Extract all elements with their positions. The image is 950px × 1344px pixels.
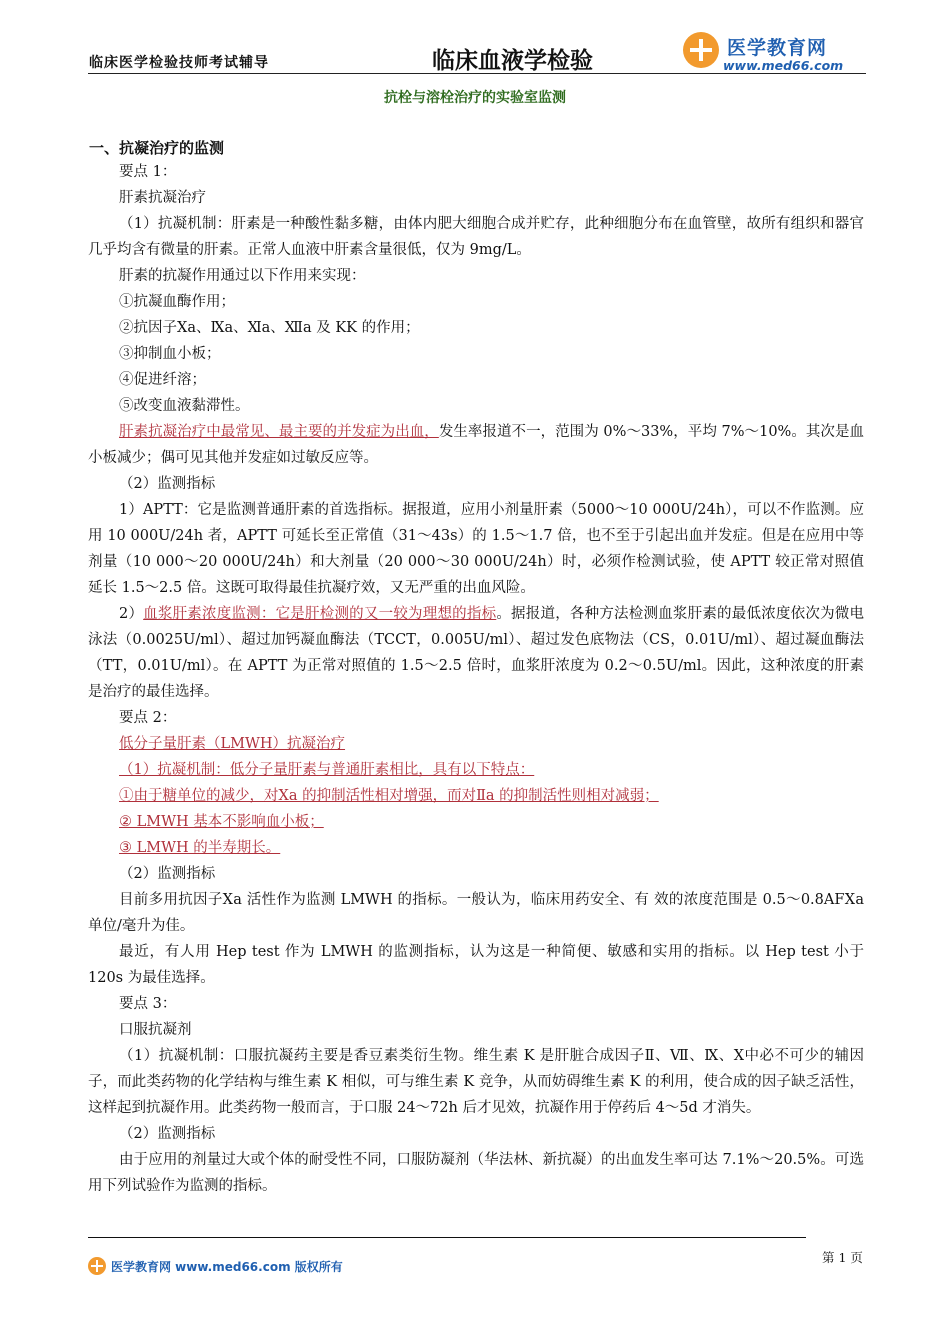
section-heading: 一、抗凝治疗的监测 (89, 139, 225, 157)
paragraph: 要点 2： (119, 710, 177, 726)
paragraph-text: 。据报道，各种方法检测血浆肝素的最低浓度依次为微电泳法（0.0025U/ml）、超过加钙凝血酶法（TCCT，0.005U/ml）、超过发色底物法（CS，0.01U/ml）、超过凝血酶法（TT，0.01U/ml）。在 APTT 为正常对照值的 1.5～2.5 倍时，血浆肝浓度为 0.2～0.5U/ml。因此，这种浓度的肝素是治疗的最佳选择。 (88, 606, 864, 700)
paragraph: 最近，有人用 Hep test 作为 LMWH 的监测指标，认为这是一种简便、敏感和实用的指标。以 Hep test 小于 120s 为最佳选择。 (88, 944, 864, 986)
paragraph: 肝素抗凝治疗 (119, 190, 206, 206)
subheading: （2）监测指标 (119, 1126, 216, 1142)
subheading: （2）监测指标 (119, 476, 216, 492)
list-item: ④促进纤溶； (119, 372, 206, 388)
list-item: ⑤改变血液黏滞性。 (119, 398, 250, 414)
paragraph: 口服抗凝剂 (119, 1022, 192, 1038)
list-item: ②抗因子Ⅹa、Ⅸa、Ⅺa、Ⅻa 及 KK 的作用； (119, 320, 420, 336)
paragraph: 要点 3： (119, 996, 177, 1012)
brand-logo[interactable] (683, 30, 873, 78)
highlighted-list-item: ② LMWH 基本不影响血小板； (119, 814, 324, 830)
paragraph: （1）抗凝机制：肝素是一种酸性黏多糖，由体内肥大细胞合成并贮存，此种细胞分布在血管壁，故所有组织和器官几乎均含有微量的肝素。正常人血液中肝素含量很低，仅为 9mg/L。 (88, 216, 864, 258)
paragraph: 目前多用抗因子Ⅹa 活性作为监测 LMWH 的指标。一般认为，临床用药安全、有 效的浓度范围是 0.5～0.8AFⅩa 单位/毫升为佳。 (88, 892, 864, 934)
subheading: （2）监测指标 (119, 866, 216, 882)
header-center-title: 临床血液学检验 (432, 48, 593, 74)
highlighted-text: 血浆肝素浓度监测：它是肝检测的又一较为理想的指标 (143, 606, 497, 622)
paragraph-text: 发生率报道不一，范围为 0%～33%，平均 7%～10%。其次是血小板减少；偶可见其他并发症如过敏反应等。 (88, 424, 865, 466)
highlighted-list-item: ③ LMWH 的半寿期长。 (119, 840, 281, 856)
footer-site-text[interactable]: 医学教育网 www.med66.com 版权所有 (111, 1260, 343, 1274)
paragraph (88, 601, 864, 705)
list-item: ③抑制血小板； (119, 346, 221, 362)
paragraph: 1）APTT：它是监测普通肝素的首选指标。据报道，应用小剂量肝素（5000～10 000U/24h），可以不作监测。应用 10 000U/24h 者，APTT 可延长至正常值（31～43s）的 1.5～1.7 倍，也不至于引起出血并发症。但是在应用中等剂量（10 000～20 000U/24h）和大剂量（20 000～30 000U/24h）时，必须作检测试验，使 APTT 较正常对照值延长 1.5～2.5 倍。这既可取得最佳抗凝疗效，又无严重的出血风险。 (88, 502, 864, 596)
paragraph: 由于应用的剂量过大或个体的耐受性不同，口服防凝剂（华法林、新抗凝）的出血发生率可达 7.1%～20.5%。可选用下列试验作为监测的指标。 (88, 1152, 864, 1194)
paragraph: 要点 1： (119, 164, 177, 180)
highlighted-heading: 低分子量肝素（LMWH）抗凝治疗 (119, 736, 346, 752)
highlighted-list-item: ①由于糖单位的减少，对Ⅹa 的抑制活性相对增强，而对Ⅱa 的抑制活性则相对减弱； (119, 788, 659, 804)
brand-logo-url: www.med66.com (723, 58, 844, 73)
footer-divider (88, 1237, 806, 1238)
document-body (88, 159, 864, 1199)
paragraph (88, 419, 864, 471)
list-item: ①抗凝血酶作用； (119, 294, 235, 310)
highlighted-text: 肝素抗凝治疗中最常见、最主要的并发症为出血， (119, 424, 439, 440)
paragraph: 肝素的抗凝作用通过以下作用来实现： (119, 268, 366, 284)
highlighted-paragraph: （1）抗凝机制：低分子量肝素与普通肝素相比，具有以下特点： (119, 762, 535, 778)
footer-logo-icon (88, 1257, 106, 1275)
document-title: 抗栓与溶栓治疗的实验室监测 (384, 90, 566, 106)
page-number: 第 1 页 (822, 1250, 863, 1265)
brand-logo-icon (683, 32, 719, 68)
header-divider (88, 73, 866, 74)
paragraph: （1）抗凝机制：口服抗凝药主要是香豆素类衍生物。维生素 K 是肝脏合成因子Ⅱ、Ⅶ、Ⅸ、Ⅹ中必不可少的辅因子，而此类药物的化学结构与维生素 K 相似，可与维生素 K 竞争，从而妨碍维生素 K 的利用，使合成的因子缺乏活性，这样起到抗凝作用。此类药物一般而言，于口服 24～72h 后才见效，抗凝作用于停药后 4～5d 才消失。 (88, 1048, 864, 1116)
brand-logo-name: 医学教育网 (727, 37, 828, 59)
paragraph-text: 2） (119, 606, 144, 622)
header-left-title: 临床医学检验技师考试辅导 (89, 55, 269, 71)
